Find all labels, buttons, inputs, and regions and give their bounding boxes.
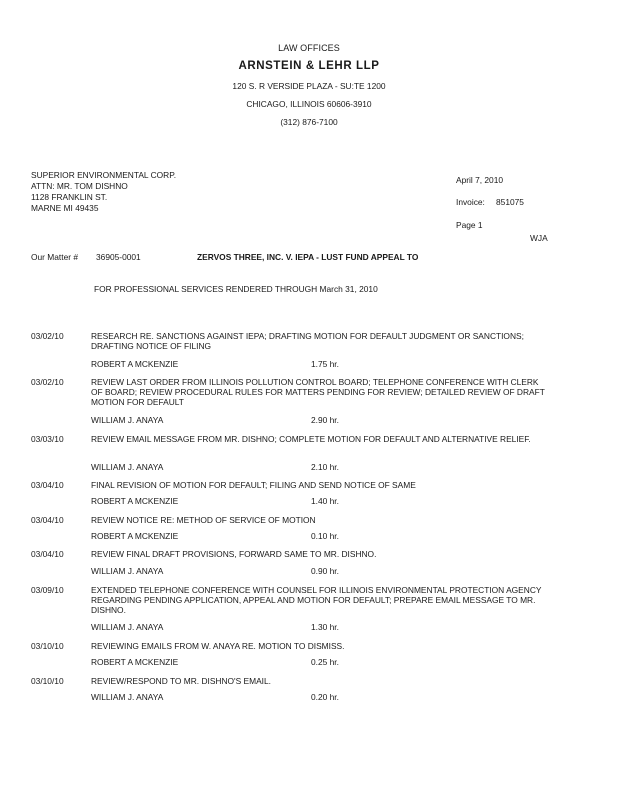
entry-timekeeper: WILLIAM J. ANAYA xyxy=(91,692,164,702)
invoice-number: 851075 xyxy=(496,197,524,207)
entry-hours: 1.40 hr. xyxy=(311,496,339,506)
matter-number: 36905-0001 xyxy=(96,252,141,262)
entry-hours: 0.25 hr. xyxy=(311,657,339,667)
entry-timekeeper: ROBERT A MCKENZIE xyxy=(91,657,179,667)
matter-label: Our Matter # xyxy=(31,252,79,262)
entry-description: REVIEW NOTICE RE: METHOD OF SERVICE OF MOTION xyxy=(91,515,316,525)
entry-hours: 0.20 hr. xyxy=(311,692,339,702)
entry-description: REVIEW LAST ORDER FROM ILLINOIS POLLUTION CONTROL BOARD; TELEPHONE CONFERENCE WITH CLERK OF BOARD; REVIEW PROCEDURAL RULES FOR MATTERS PENDING FOR REVIEW; DETAILED REVIEW OF DRAFT MOTION FOR DEFAULT xyxy=(91,377,545,407)
entry-description: REVIEWING EMAILS FROM W. ANAYA RE. MOTION TO DISMISS. xyxy=(91,641,345,651)
entry-timekeeper: WILLIAM J. ANAYA xyxy=(91,566,164,576)
entry-date: 03/03/10 xyxy=(31,434,64,444)
entry-description: REVIEW FINAL DRAFT PROVISIONS, FORWARD SAME TO MR. DISHNO. xyxy=(91,549,377,559)
entry-date: 03/02/10 xyxy=(31,331,64,341)
entry-date: 03/09/10 xyxy=(31,585,64,595)
entry-timekeeper: WILLIAM J. ANAYA xyxy=(91,462,164,472)
entry-date: 03/04/10 xyxy=(31,515,64,525)
entry-timekeeper: WILLIAM J. ANAYA xyxy=(91,622,164,632)
client-line-2: ATTN: MR. TOM DISHNO xyxy=(31,181,128,191)
entry-timekeeper: ROBERT A MCKENZIE xyxy=(91,496,179,506)
firm-phone: (312) 876-7100 xyxy=(280,117,338,127)
entry-hours: 2.90 hr. xyxy=(311,415,339,425)
entry-hours: 1.75 hr. xyxy=(311,359,339,369)
entry-description: RESEARCH RE. SANCTIONS AGAINST IEPA; DRAFTING MOTION FOR DEFAULT JUDGMENT OR SANCTIONS; DRAFTING NOTICE OF FILING xyxy=(91,331,524,351)
entry-hours: 0.90 hr. xyxy=(311,566,339,576)
entry-date: 03/10/10 xyxy=(31,676,64,686)
entry-hours: 0.10 hr. xyxy=(311,531,339,541)
entry-description: FINAL REVISION OF MOTION FOR DEFAULT; FILING AND SEND NOTICE OF SAME xyxy=(91,480,416,490)
attorney-initials: WJA xyxy=(530,233,548,243)
invoice-label: Invoice: xyxy=(456,197,485,207)
client-line-4: MARNE MI 49435 xyxy=(31,203,99,213)
firm-address-street: 120 S. R VERSIDE PLAZA - SU:TE 1200 xyxy=(232,81,386,91)
entry-date: 03/04/10 xyxy=(31,549,64,559)
client-line-3: 1128 FRANKLIN ST. xyxy=(31,192,108,202)
entry-description: REVIEW EMAIL MESSAGE FROM MR. DISHNO; COMPLETE MOTION FOR DEFAULT AND ALTERNATIVE RELIEF. xyxy=(91,434,531,444)
invoice-date: April 7, 2010 xyxy=(456,175,504,185)
entry-timekeeper: WILLIAM J. ANAYA xyxy=(91,415,164,425)
matter-title: ZERVOS THREE, INC. V. IEPA - LUST FUND APPEAL TO xyxy=(197,252,419,262)
entry-timekeeper: ROBERT A MCKENZIE xyxy=(91,359,179,369)
entry-date: 03/02/10 xyxy=(31,377,64,387)
entry-date: 03/10/10 xyxy=(31,641,64,651)
entry-description: REVIEW/RESPOND TO MR. DISHNO'S EMAIL. xyxy=(91,676,271,686)
services-line: FOR PROFESSIONAL SERVICES RENDERED THROUGH March 31, 2010 xyxy=(94,284,378,294)
entry-date: 03/04/10 xyxy=(31,480,64,490)
entry-hours: 1.30 hr. xyxy=(311,622,339,632)
letterhead-office: LAW OFFICES xyxy=(278,43,340,53)
firm-name: ARNSTEIN & LEHR LLP xyxy=(238,60,380,72)
client-line-1: SUPERIOR ENVIRONMENTAL CORP. xyxy=(31,170,177,180)
page-number: Page 1 xyxy=(456,220,483,230)
entry-timekeeper: ROBERT A MCKENZIE xyxy=(91,531,179,541)
entry-description: EXTENDED TELEPHONE CONFERENCE WITH COUNSEL FOR ILLINOIS ENVIRONMENTAL PROTECTION AGENCY REGARDING PENDING APPLICATION, APPEAL AND MOTION FOR DEFAULT; PREPARE EMAIL MESSAGE TO MR. DISHNO. xyxy=(91,585,542,615)
firm-address-city: CHICAGO, ILLINOIS 60606-3910 xyxy=(246,99,372,109)
entry-hours: 2.10 hr. xyxy=(311,462,339,472)
